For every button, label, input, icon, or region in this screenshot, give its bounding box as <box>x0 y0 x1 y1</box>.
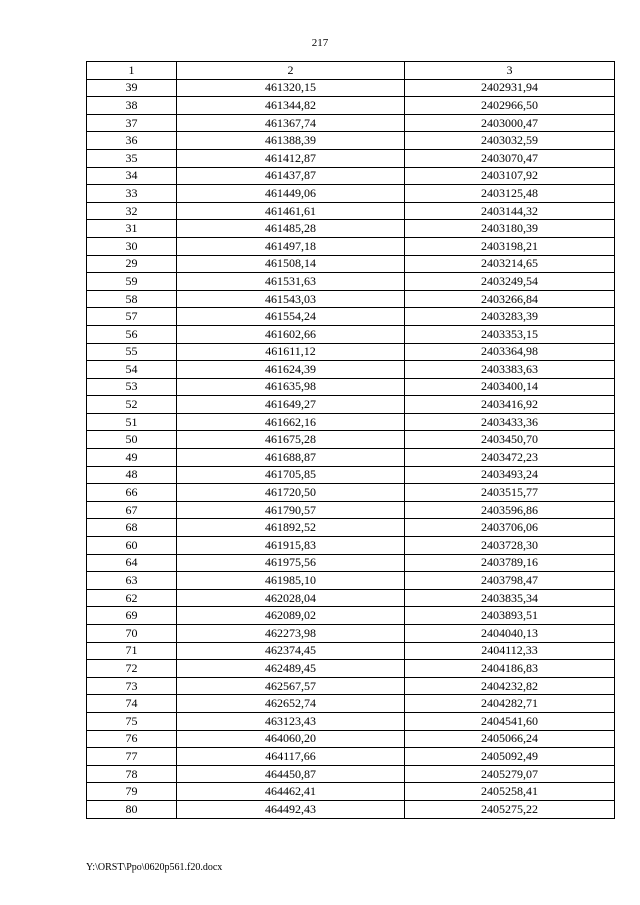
y-coordinate-cell: 2403596,86 <box>405 501 615 519</box>
y-coordinate-cell: 2403000,47 <box>405 114 615 132</box>
y-coordinate-cell: 2403198,21 <box>405 237 615 255</box>
table-row <box>87 501 615 519</box>
x-coordinate-cell: 462489,45 <box>177 660 405 678</box>
point-number-cell: 73 <box>87 677 177 695</box>
y-coordinate-cell: 2404541,60 <box>405 712 615 730</box>
x-coordinate-cell: 461705,85 <box>177 466 405 484</box>
x-coordinate-cell: 461320,15 <box>177 79 405 97</box>
table-row <box>87 237 615 255</box>
table-row <box>87 97 615 115</box>
y-coordinate-cell: 2403383,63 <box>405 361 615 379</box>
point-number-cell: 70 <box>87 625 177 643</box>
y-coordinate-cell: 2403032,59 <box>405 132 615 150</box>
table-row <box>87 149 615 167</box>
table-row <box>87 273 615 291</box>
table-row <box>87 800 615 818</box>
point-number-cell: 76 <box>87 730 177 748</box>
x-coordinate-cell: 461602,66 <box>177 325 405 343</box>
table-row <box>87 290 615 308</box>
x-coordinate-cell: 461449,06 <box>177 185 405 203</box>
x-coordinate-cell: 461412,87 <box>177 149 405 167</box>
table-body <box>87 79 615 818</box>
table-row <box>87 114 615 132</box>
y-coordinate-cell: 2405258,41 <box>405 783 615 801</box>
point-number-cell: 30 <box>87 237 177 255</box>
point-number-cell: 38 <box>87 97 177 115</box>
x-coordinate-cell: 464117,66 <box>177 748 405 766</box>
y-coordinate-cell: 2403400,14 <box>405 378 615 396</box>
x-coordinate-cell: 461688,87 <box>177 449 405 467</box>
point-number-cell: 71 <box>87 642 177 660</box>
point-number-cell: 75 <box>87 712 177 730</box>
y-coordinate-cell: 2404040,13 <box>405 625 615 643</box>
point-number-cell: 59 <box>87 273 177 291</box>
x-coordinate-cell: 461675,28 <box>177 431 405 449</box>
point-number-cell: 68 <box>87 519 177 537</box>
table-row <box>87 466 615 484</box>
table-row <box>87 325 615 343</box>
y-coordinate-cell: 2403283,39 <box>405 308 615 326</box>
table-row <box>87 730 615 748</box>
y-coordinate-cell: 2403472,23 <box>405 449 615 467</box>
y-coordinate-cell: 2405279,07 <box>405 765 615 783</box>
point-number-cell: 29 <box>87 255 177 273</box>
point-number-cell: 35 <box>87 149 177 167</box>
x-coordinate-cell: 462028,04 <box>177 589 405 607</box>
x-coordinate-cell: 461461,61 <box>177 202 405 220</box>
x-coordinate-cell: 461508,14 <box>177 255 405 273</box>
y-coordinate-cell: 2404186,83 <box>405 660 615 678</box>
point-number-cell: 67 <box>87 501 177 519</box>
y-coordinate-cell: 2403515,77 <box>405 484 615 502</box>
y-coordinate-cell: 2404112,33 <box>405 642 615 660</box>
column-header-3: 3 <box>405 62 615 80</box>
point-number-cell: 49 <box>87 449 177 467</box>
table-row <box>87 167 615 185</box>
table-row <box>87 589 615 607</box>
x-coordinate-cell: 461649,27 <box>177 396 405 414</box>
table-row <box>87 343 615 361</box>
y-coordinate-cell: 2403433,36 <box>405 413 615 431</box>
point-number-cell: 52 <box>87 396 177 414</box>
point-number-cell: 48 <box>87 466 177 484</box>
point-number-cell: 53 <box>87 378 177 396</box>
point-number-cell: 55 <box>87 343 177 361</box>
table-row <box>87 484 615 502</box>
point-number-cell: 39 <box>87 79 177 97</box>
x-coordinate-cell: 462089,02 <box>177 607 405 625</box>
y-coordinate-cell: 2405092,49 <box>405 748 615 766</box>
x-coordinate-cell: 461531,63 <box>177 273 405 291</box>
y-coordinate-cell: 2405066,24 <box>405 730 615 748</box>
point-number-cell: 78 <box>87 765 177 783</box>
y-coordinate-cell: 2403493,24 <box>405 466 615 484</box>
y-coordinate-cell: 2403070,47 <box>405 149 615 167</box>
table-row <box>87 537 615 555</box>
table-row <box>87 202 615 220</box>
table-row <box>87 712 615 730</box>
x-coordinate-cell: 461367,74 <box>177 114 405 132</box>
x-coordinate-cell: 461662,16 <box>177 413 405 431</box>
point-number-cell: 79 <box>87 783 177 801</box>
footer-file-path: Y:\ORST\Ppo\0620p561.f20.docx <box>86 862 223 873</box>
table-row <box>87 554 615 572</box>
table-row <box>87 132 615 150</box>
point-number-cell: 50 <box>87 431 177 449</box>
y-coordinate-cell: 2403728,30 <box>405 537 615 555</box>
y-coordinate-cell: 2402966,50 <box>405 97 615 115</box>
table-row <box>87 220 615 238</box>
table-row <box>87 660 615 678</box>
x-coordinate-cell: 461437,87 <box>177 167 405 185</box>
y-coordinate-cell: 2403789,16 <box>405 554 615 572</box>
x-coordinate-cell: 461497,18 <box>177 237 405 255</box>
y-coordinate-cell: 2403450,70 <box>405 431 615 449</box>
point-number-cell: 37 <box>87 114 177 132</box>
x-coordinate-cell: 461611,12 <box>177 343 405 361</box>
x-coordinate-cell: 461892,52 <box>177 519 405 537</box>
table-row <box>87 413 615 431</box>
table-row <box>87 625 615 643</box>
x-coordinate-cell: 464462,41 <box>177 783 405 801</box>
y-coordinate-cell: 2403266,84 <box>405 290 615 308</box>
x-coordinate-cell: 462374,45 <box>177 642 405 660</box>
table-row <box>87 449 615 467</box>
table-row <box>87 361 615 379</box>
table-row <box>87 765 615 783</box>
table-row <box>87 185 615 203</box>
point-number-cell: 51 <box>87 413 177 431</box>
x-coordinate-cell: 461624,39 <box>177 361 405 379</box>
table-row <box>87 572 615 590</box>
y-coordinate-cell: 2405275,22 <box>405 800 615 818</box>
point-number-cell: 66 <box>87 484 177 502</box>
x-coordinate-cell: 464060,20 <box>177 730 405 748</box>
point-number-cell: 69 <box>87 607 177 625</box>
point-number-cell: 62 <box>87 589 177 607</box>
point-number-cell: 32 <box>87 202 177 220</box>
point-number-cell: 72 <box>87 660 177 678</box>
point-number-cell: 33 <box>87 185 177 203</box>
x-coordinate-cell: 462652,74 <box>177 695 405 713</box>
table-header-row <box>87 62 615 80</box>
point-number-cell: 63 <box>87 572 177 590</box>
x-coordinate-cell: 462273,98 <box>177 625 405 643</box>
y-coordinate-cell: 2403893,51 <box>405 607 615 625</box>
x-coordinate-cell: 461543,03 <box>177 290 405 308</box>
table-row <box>87 308 615 326</box>
y-coordinate-cell: 2403835,34 <box>405 589 615 607</box>
x-coordinate-cell: 461485,28 <box>177 220 405 238</box>
y-coordinate-cell: 2403416,92 <box>405 396 615 414</box>
table-row <box>87 677 615 695</box>
x-coordinate-cell: 461344,82 <box>177 97 405 115</box>
y-coordinate-cell: 2403144,32 <box>405 202 615 220</box>
y-coordinate-cell: 2403180,39 <box>405 220 615 238</box>
y-coordinate-cell: 2403798,47 <box>405 572 615 590</box>
coordinates-table <box>86 61 615 819</box>
y-coordinate-cell: 2403214,65 <box>405 255 615 273</box>
table-row <box>87 748 615 766</box>
table-row <box>87 642 615 660</box>
point-number-cell: 60 <box>87 537 177 555</box>
x-coordinate-cell: 461554,24 <box>177 308 405 326</box>
table-row <box>87 79 615 97</box>
x-coordinate-cell: 461915,83 <box>177 537 405 555</box>
point-number-cell: 74 <box>87 695 177 713</box>
point-number-cell: 36 <box>87 132 177 150</box>
column-header-2: 2 <box>177 62 405 80</box>
table-row <box>87 255 615 273</box>
table-row <box>87 378 615 396</box>
point-number-cell: 58 <box>87 290 177 308</box>
column-header-1: 1 <box>87 62 177 80</box>
y-coordinate-cell: 2402931,94 <box>405 79 615 97</box>
y-coordinate-cell: 2403125,48 <box>405 185 615 203</box>
x-coordinate-cell: 464492,43 <box>177 800 405 818</box>
x-coordinate-cell: 461790,57 <box>177 501 405 519</box>
table-row <box>87 396 615 414</box>
y-coordinate-cell: 2404282,71 <box>405 695 615 713</box>
x-coordinate-cell: 461388,39 <box>177 132 405 150</box>
point-number-cell: 80 <box>87 800 177 818</box>
y-coordinate-cell: 2403353,15 <box>405 325 615 343</box>
point-number-cell: 34 <box>87 167 177 185</box>
table-row <box>87 431 615 449</box>
y-coordinate-cell: 2403364,98 <box>405 343 615 361</box>
x-coordinate-cell: 462567,57 <box>177 677 405 695</box>
table-row <box>87 695 615 713</box>
x-coordinate-cell: 461720,50 <box>177 484 405 502</box>
point-number-cell: 54 <box>87 361 177 379</box>
y-coordinate-cell: 2403107,92 <box>405 167 615 185</box>
x-coordinate-cell: 461985,10 <box>177 572 405 590</box>
point-number-cell: 56 <box>87 325 177 343</box>
point-number-cell: 77 <box>87 748 177 766</box>
y-coordinate-cell: 2403706,06 <box>405 519 615 537</box>
point-number-cell: 31 <box>87 220 177 238</box>
x-coordinate-cell: 464450,87 <box>177 765 405 783</box>
table-row <box>87 783 615 801</box>
y-coordinate-cell: 2403249,54 <box>405 273 615 291</box>
x-coordinate-cell: 461975,56 <box>177 554 405 572</box>
point-number-cell: 64 <box>87 554 177 572</box>
x-coordinate-cell: 463123,43 <box>177 712 405 730</box>
point-number-cell: 57 <box>87 308 177 326</box>
page-number: 217 <box>311 37 329 49</box>
y-coordinate-cell: 2404232,82 <box>405 677 615 695</box>
table-row <box>87 607 615 625</box>
table-row <box>87 519 615 537</box>
x-coordinate-cell: 461635,98 <box>177 378 405 396</box>
